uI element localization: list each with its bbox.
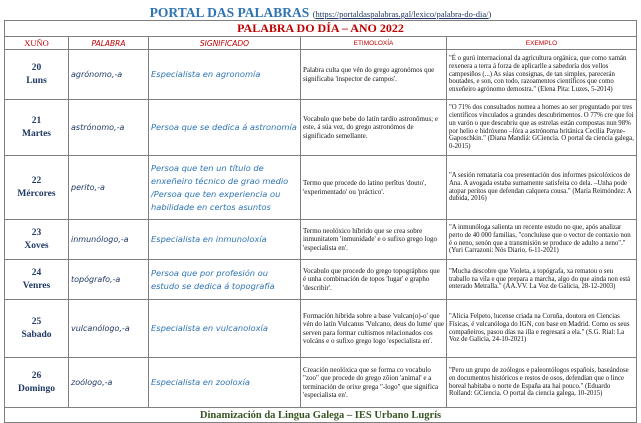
- meaning-cell: Persoa que se dedica á astronomía: [149, 100, 301, 156]
- vocabulary-table: [4, 20, 637, 423]
- meaning-cell: Especialista en agronomía: [149, 50, 301, 100]
- day-name: Domingo: [18, 383, 55, 394]
- etymology-cell: Termo neolóxico híbrido que se crea sobre inmunitatem 'inmunidade' e o sufixo grego logo 'especialista en'.: [301, 220, 447, 260]
- col-header-day: XUÑO: [5, 37, 69, 50]
- portal-url-link[interactable]: https://portaldaspalabras.gal/lexico/palabra-do-dia/: [315, 9, 489, 19]
- example-cell: "Pero un grupo de zoólogos e paleontólogos españois, baseándose en documentos históricos e restos de osos, defendían que o lince boreal habitaba o norte de España ata hai pouco." (Eduardo Rolland: GCiencia. O portal da ciencia galega, 10-2015): [447, 358, 637, 408]
- col-header-example: EXEMPLO: [447, 37, 637, 50]
- day-cell: [5, 50, 69, 100]
- footer-separator: –: [346, 409, 353, 421]
- day-name: Luns: [26, 75, 47, 86]
- day-number: 22: [31, 175, 42, 186]
- word-cell: perito,-a: [69, 156, 149, 220]
- table-row: [5, 50, 637, 100]
- table-row: [5, 300, 637, 358]
- day-cell: [5, 220, 69, 260]
- day-number: 25: [31, 316, 42, 327]
- example-cell: "O 71% dos consultados nomea a homes ao ser preguntado por tres científicos vinculados a grandes descubrimentos. O 77% cre que foi un varón o que descubriu que as estrelas están compostas nun 98% por helio e hidróxeno –fóra a astrónoma británica Cecilia Payne-Gaposchkin." (Diana Mandiá: GCiencia. O portal da ciencia galega, 0-2015): [447, 100, 637, 156]
- etymology-cell: Formación híbrida sobre a base 'vulcan(o)-o' que vén do latín Vulcanus 'Vulcano, deus do lume' que serven para formar cultismos relacionados cos volcáns e o sufixo grego logo 'especialista en'.: [301, 300, 447, 358]
- table-row: [5, 220, 637, 260]
- day-number: 26: [31, 370, 42, 381]
- day-name: Venres: [22, 280, 51, 291]
- portal-header: PORTAL DAS PALABRAS (https://portaldaspalabras.gal/lexico/palabra-do-dia/): [149, 5, 492, 20]
- footer-credit: [5, 408, 637, 423]
- etymology-cell: Palabra culta que vén do grego agronómos que significaba 'inspector de campos'.: [301, 50, 447, 100]
- word-cell: inmunólogo,-a: [69, 220, 149, 260]
- table-header: [5, 37, 637, 50]
- day-cell: [5, 156, 69, 220]
- word-cell: topógrafo,-a: [69, 260, 149, 300]
- example-cell: "É o gurú internacional da agricultura orgánica, que como xamán rexenera a terra á forza de aplicarlle a sabedoría dos vellos campesiños (...) As súas consignas, de tan simples, parecerán boutades, e son, con todo, razoamentos científicos que como enxeñeiro agrónomo demostra." (Elena Pita: Luzes, 5-2014): [447, 50, 637, 100]
- example-cell: "Mucha descobre que Violeta, a topógrafa, xa rematou o seu traballo na vila e que prepara a marcha, algo do que ainda non está enterado Metralla." (AA.VV. La Voz de Galicia, 28-12-2003): [447, 260, 637, 300]
- word-cell: vulcanólogo,-a: [69, 300, 149, 358]
- day-cell: [5, 100, 69, 156]
- day-number: 23: [31, 227, 42, 238]
- table-row: [5, 358, 637, 408]
- col-header-etymology: ETIMOLOXÍA: [301, 37, 447, 50]
- meaning-cell: Especialista en vulcanoloxía: [149, 300, 301, 358]
- table-row: [5, 260, 637, 300]
- meaning-cell: Persoa que por profesión ou estudo se dedica á topografía: [149, 260, 301, 300]
- meaning-cell: Especialista en zooloxía: [149, 358, 301, 408]
- section-title: PALABRA DO DÍA – ANO 2022: [5, 21, 637, 37]
- col-header-word: PALABRA: [69, 37, 149, 50]
- word-cell: agrónomo,-a: [69, 50, 149, 100]
- example-cell: "A inmunóloga salienta un recente estudo no que, após analizar perto de 40 000 familias, "concluíuse que o vector de contaxio non é o neno, senón que a transmisión se produce de adulto a neno"." (Yuri Carrazoni: Nós Diario, 6-11-2021): [447, 220, 637, 260]
- day-number: 20: [31, 62, 42, 73]
- example-cell: "A sesión remataría coa presentación dos informes psicolóxicos de Ana. A avogada estaba sumamente satisfeita co dela. –Unha pode atopar peritos que defendan calquera cousa." (María Reimóndez: A dubida, 2016): [447, 156, 637, 220]
- table-row: [5, 156, 637, 220]
- footer-left: Dinamización da Lingua Galega: [199, 409, 345, 421]
- footer-right: IES Urbano Lugrís: [354, 409, 442, 421]
- etymology-cell: Vocabulo que procede do grego topográphos que é unha combinación de topos 'lugar' e grapho 'describir'.: [301, 260, 447, 300]
- col-header-meaning: SIGNIFICADO: [149, 37, 301, 50]
- portal-title: PORTAL DAS PALABRAS: [149, 5, 310, 20]
- day-name: Mércores: [17, 188, 56, 199]
- day-name: Xoves: [24, 240, 49, 251]
- day-number: 21: [31, 115, 42, 126]
- example-cell: "Alicia Felpeto, lucense criada na Coruña, doutora en Ciencias Físicas, é vulcanóloga do IGN, con base en Madrid. Como os seus compañeiros, pasou días na illa e regresará a ela." (S.G. Rial: La Voz de Galicia, 24-10-2021): [447, 300, 637, 358]
- word-cell: zoólogo,-a: [69, 358, 149, 408]
- meaning-cell: Persoa que ten un título de enxeñeiro técnico de grao medio /Persoa que ten experiencia ou habilidade en certos asuntos: [149, 156, 301, 220]
- day-name: Martes: [21, 128, 51, 139]
- day-cell: [5, 358, 69, 408]
- day-name: Sabado: [21, 329, 52, 340]
- meaning-cell: Especialista en inmunoloxía: [149, 220, 301, 260]
- word-cell: astrónomo,-a: [69, 100, 149, 156]
- etymology-cell: Vocabulo que bebe do latín tardío astronŏmus; e este, á súa vez, do grego astronómos de significado semellante.: [301, 100, 447, 156]
- etymology-cell: Creación neolóxica que se forma co vocabulo "zoo" que procede do grego zôion 'animal' e a terminación de orixe grega "-logo" que significa 'especialista en'.: [301, 358, 447, 408]
- day-number: 24: [31, 267, 42, 278]
- etymology-cell: Termo que procede do latino perītus 'douto', 'experimentado' ou 'práctico'.: [301, 156, 447, 220]
- day-cell: [5, 300, 69, 358]
- day-cell: [5, 260, 69, 300]
- table-row: [5, 100, 637, 156]
